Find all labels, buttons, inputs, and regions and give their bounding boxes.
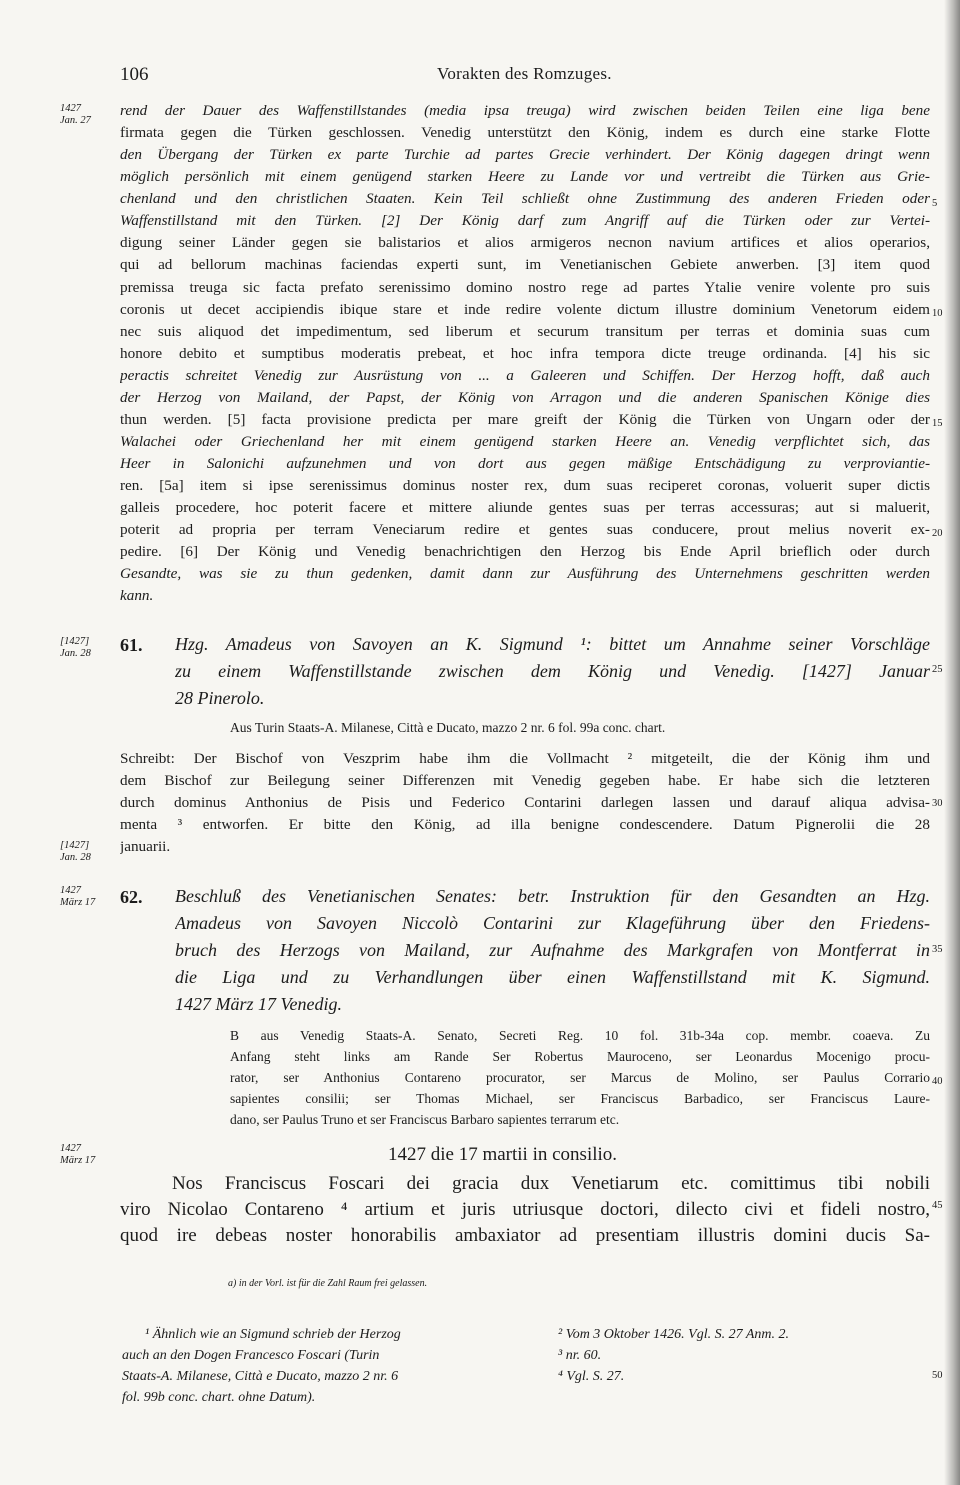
line-number: 10 xyxy=(932,308,943,319)
text-line: der Herzog von Mailand, der Papst, der König von Arragon und die anderen Spanischen Könige dies xyxy=(120,389,930,406)
footnote-line: ¹ Ähnlich wie an Sigmund schrieb der Herzog xyxy=(145,1327,401,1342)
text-line: ren. [5a] item si ipse serenissimus dominus noster rex, dum suas reciperet coronas, voluerit super dictis xyxy=(120,477,930,494)
text-line: peractis schreitet Venedig zur Ausrüstung von ... a Galeeren und Schiffen. Der Herzog hofft, daß auch xyxy=(120,367,930,384)
document-title-line: Beschluß des Venetianischen Senates: betr. Instruktion für den Gesandten an Hzg. xyxy=(175,886,930,906)
text-line: möglich persönlich mit einem genügend starken Heere zu Lande vor und vertreibt die Türken aus Grie- xyxy=(120,168,930,185)
text-line: digung seiner Länder gegen sie balistarios et alios armigeros necnon navium artifices et alios operarios, xyxy=(120,234,930,251)
text-line: Walachei oder Griechenland her mit einem genügend starken Heere an. Venedig verpflichtet sich, das xyxy=(120,433,930,450)
document-title-line: Amadeus von Savoyen Niccolò Contarini zur Klageführung über den Friedens- xyxy=(175,913,930,933)
text-line: chenland und den christlichen Staaten. Kein Teil schließt ohne Zustimmung des anderen Frieden oder xyxy=(120,190,930,207)
text-line: poterit ad propria per terram Veneciarum redire et gentes suas conducere, prout melius noverit ex- xyxy=(120,521,930,538)
text-line: thun werden. [5] facta provisione predicta per mare greift der König die Türken von Ungarn oder der xyxy=(120,411,930,428)
document-source-line: dano, ser Paulus Truno et ser Franciscus Barbaro sapientes terrarum etc. xyxy=(230,1112,620,1127)
text-line: honore debito et sumptibus moderatis prebeat, et hoc infra tempora dicte treuge ordinanda. [4] his sic xyxy=(120,345,930,362)
document-title-line: die Liga und zu Verhandlungen über einen Waffenstillstand mit K. Sigmund. xyxy=(175,967,930,987)
document-body-line: Schreibt: Der Bischof von Veszprim habe ihm die Vollmacht ² mitgeteilt, die der König ihm und xyxy=(120,750,930,767)
footnote-line: ² Vom 3 Oktober 1426. Vgl. S. 27 Anm. 2. xyxy=(558,1327,790,1342)
line-number: 45 xyxy=(932,1200,943,1211)
document-source-line: B aus Venedig Staats-A. Senato, Secreti Reg. 10 fol. 31b-34a cop. membr. coaeva. Zu xyxy=(230,1028,930,1043)
text-line: pedire. [6] Der König und Venedig benachrichtigen den Herzog bis Ende April brieflich oder durch xyxy=(120,543,930,560)
text-line: galleis procedere, hoc poterit facere et mittere aliunde gentes suas per terras accessuras; aut si maluerit, xyxy=(120,499,930,516)
document-source-line: rator, ser Anthonius Contareno procurator, ser Marcus de Molino, ser Paulus Corrario xyxy=(230,1070,930,1085)
text-line: den Übergang der Türken ex parte Turchie ad partes Grecie verhindert. Der König dagegen dringt wenn xyxy=(120,146,930,163)
document-title-line: zu einem Waffenstillstande zwischen dem König und Venedig. [1427] Januar xyxy=(175,661,930,681)
line-number: 50 xyxy=(932,1370,943,1381)
margin-note-doc61: [1427] Jan. 28 xyxy=(60,636,91,659)
line-number: 30 xyxy=(932,798,943,809)
text-line: Nos Franciscus Foscari dei gracia dux Venetiarum etc. comittimus tibi nobili xyxy=(172,1173,930,1194)
footnote-line: ³ nr. 60. xyxy=(558,1348,602,1363)
margin-note-doc62: 1427 März 17 xyxy=(60,885,96,908)
document-title-line: bruch des Herzogs von Mailand, zur Aufnahme des Markgrafen von Montferrat in xyxy=(175,940,930,960)
footnote-line: fol. 99b conc. chart. ohne Datum). xyxy=(122,1390,316,1405)
text-line: Gesandte, was sie zu thun gedenken, damit dann zur Ausführung des Unternehmens geschritten werden xyxy=(120,565,930,582)
page-edge-shadow xyxy=(944,0,960,1485)
text-line: rend der Dauer des Waffenstillstandes (media ipsa treuga) wird zwischen beiden Teilen eine liga bene xyxy=(120,102,930,119)
document-body-line: dem Bischof zur Beilegung seiner Differenzen mit Venedig gegeben habe. Er habe sich die letzteren xyxy=(120,772,930,789)
margin-note-doc61-date: [1427] Jan. 28 xyxy=(60,840,91,863)
text-line: coronis ut decet accipiendis ibique stare et inde redire volente dictum illustre dominium Venetorum eidem xyxy=(120,301,930,318)
footnote-line: Staats-A. Milanese, Città e Ducato, mazzo 2 nr. 6 xyxy=(122,1369,399,1384)
line-number: 5 xyxy=(932,198,938,209)
text-line: qui ad bellorum machinas faciendas experti sunt, im Venetianischen Gebiete anwerben. [3] item quod xyxy=(120,256,930,273)
document-source-line: Anfang steht links am Rande Ser Robertus Mauroceno, ser Leonardus Mocenigo procu- xyxy=(230,1049,930,1064)
document-body-line: januarii. xyxy=(120,838,171,855)
page-number: 106 xyxy=(120,64,149,85)
line-number: 35 xyxy=(932,944,943,955)
text-line: premissa treuga sic facta prefato serenissimo domino nostro rege ad partes Ytalie venire volente pro suis xyxy=(120,279,930,296)
document-number: 61. xyxy=(120,635,143,655)
dateline: 1427 die 17 martii in consilio. xyxy=(388,1144,618,1165)
text-line: Heer in Salonichi aufzunehmen und von dort aus gegen mäßige Entschädigung zu verproviantie- xyxy=(120,455,930,472)
footnote-line: ⁴ Vgl. S. 27. xyxy=(558,1369,625,1384)
document-source-line: sapientes consilii; ser Thomas Michael, ser Franciscus Barbadico, ser Franciscus Laure- xyxy=(230,1091,930,1106)
document-title-line: Hzg. Amadeus von Savoyen an K. Sigmund ¹: bittet um Annahme seiner Vorschläge xyxy=(175,634,930,654)
text-line: Waffenstillstand mit den Türken. [2] Der König darf zum Angriff auf die Türken oder zur Vertei- xyxy=(120,212,930,229)
line-number: 40 xyxy=(932,1076,943,1087)
text-line: quod ire debeas noster honorabilis ambaxiator ad presentiam illustris domini ducis Sa- xyxy=(120,1225,930,1246)
footnote-line: auch an den Dogen Francesco Foscari (Turin xyxy=(122,1348,380,1363)
line-number: 15 xyxy=(932,418,943,429)
line-number: 20 xyxy=(932,528,943,539)
document-source: Aus Turin Staats-A. Milanese, Città e Ducato, mazzo 2 nr. 6 fol. 99a conc. chart. xyxy=(230,720,666,735)
line-number: 25 xyxy=(932,664,943,675)
document-title-line: 28 Pinerolo. xyxy=(175,688,265,708)
running-title: Vorakten des Romzuges. xyxy=(437,64,612,83)
text-line: firmata gegen die Türken geschlossen. Venedig unterstützt den König, indem es durch eine starke Flotte xyxy=(120,124,930,141)
margin-note-top: 1427 Jan. 27 xyxy=(60,103,91,126)
text-line: kann. xyxy=(120,587,154,604)
document-body-line: durch dominus Anthonius de Pisis und Federico Contarini darlegen lassen und darauf aliqua advisa- xyxy=(120,794,930,811)
document-body-line: menta ³ entworfen. Er bitte den König, ad illa benigne condescendere. Datum Pignerolii die 28 xyxy=(120,816,930,833)
margin-note-doc62-text: 1427 März 17 xyxy=(60,1143,96,1166)
footnote-a: a) in der Vorl. ist für die Zahl Raum frei gelassen. xyxy=(228,1278,428,1289)
text-line: viro Nicolao Contareno ⁴ artium et juris utriusque doctori, dilecto civi et fideli nostro, xyxy=(120,1199,930,1220)
text-line: nec suis aliquod det impedimentum, sed liberum et securum transitum per terras et dominia suas cum xyxy=(120,323,930,340)
document-number: 62. xyxy=(120,887,143,907)
document-title-line: 1427 März 17 Venedig. xyxy=(175,994,342,1014)
